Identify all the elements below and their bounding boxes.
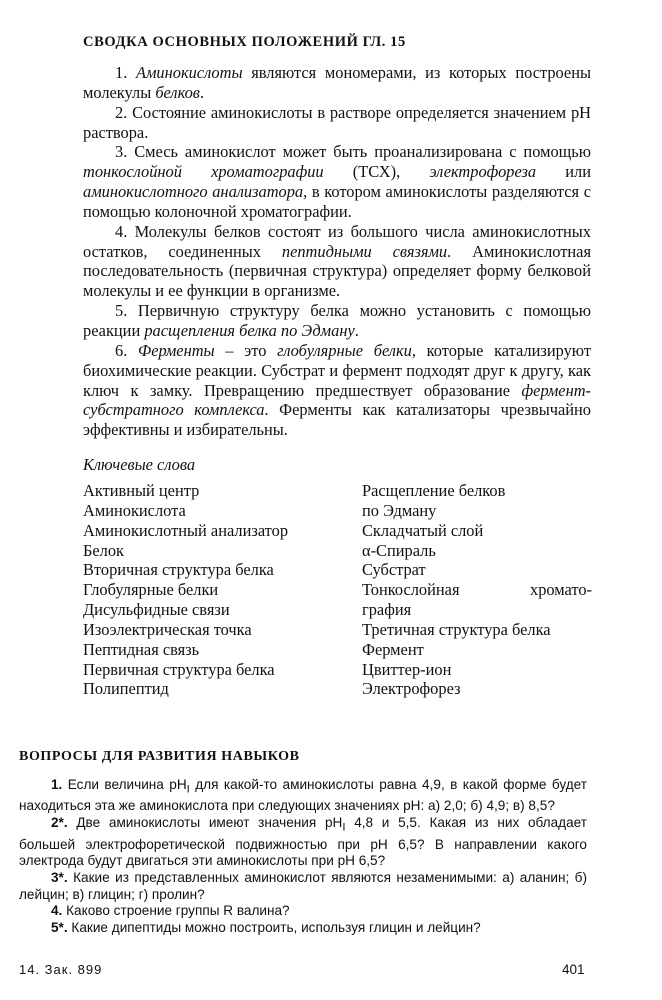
keyword-item: Полипептид	[83, 679, 169, 699]
term-electrophoresis: электрофореза	[429, 162, 537, 182]
summary-point-2: 2. Состояние аминокислоты в растворе определяется значением pH раствора.	[83, 102, 591, 142]
term-proteins: белков	[155, 82, 200, 102]
question-1: 1. Если величина $pH_I$ для какой-то аминокислоты равна 4,9, в какой форме будет находиться эта же аминокислота при следующих значениях pH: а) 2,0; б) 4,9; в) 8,5?	[19, 777, 587, 814]
keyword-item-split	[362, 580, 592, 600]
question-number: 2*.	[51, 815, 68, 831]
point-number: 5.	[115, 301, 128, 321]
printer-signature: 14. Зак. 899	[19, 962, 103, 977]
question-number: 4.	[51, 903, 63, 919]
keyword-item: Первичная структура белка	[83, 659, 275, 679]
point-number: 3.	[115, 142, 128, 162]
keyword-item: Фермент	[362, 639, 424, 659]
summary-point-5: 5. Первичную структуру белка можно установить с помощью реакции расщепления белка по Эдману.	[83, 301, 591, 340]
keyword-item: Субстрат	[362, 560, 426, 580]
keywords-heading: Ключевые слова	[83, 455, 196, 474]
question-number: 5*.	[51, 920, 68, 936]
keyword-item: Изоэлектрическая точка	[83, 619, 252, 639]
term-enzymes: Ферменты	[138, 340, 215, 360]
keyword-item: Цвиттер-ион	[362, 659, 452, 679]
keyword-item: по Эдману	[362, 500, 437, 520]
questions-section	[19, 777, 587, 937]
keyword-item: Дисульфидные связи	[83, 600, 230, 620]
question-3: 3*. Какие из представленных аминокислот являются незаменимыми: а) аланин; б) лейцин; в) глицин; г) пролин?	[19, 869, 587, 902]
keyword-item: α-Спираль	[362, 540, 436, 560]
keyword-item: Вторичная структура белка	[83, 560, 274, 580]
summary-point-1: 1. Аминокислоты являются мономерами, из которых построены молекулы белков.	[83, 63, 591, 102]
question-number: 3*.	[51, 869, 68, 885]
keywords-left-column	[83, 481, 333, 699]
keyword-item: Пептидная связь	[83, 639, 200, 659]
keyword-item: Белок	[83, 540, 125, 560]
questions-heading: ВОПРОСЫ ДЛЯ РАЗВИТИЯ НАВЫКОВ	[19, 749, 300, 764]
term-peptide-bonds: пептидными связями	[281, 241, 448, 261]
point-number: 4.	[115, 221, 128, 241]
summary-point-6: 6. Ферменты – это глобулярные белки, которые катализируют биохимические реакции. Субстрат и фермент подходят друг к другу, как ключ к замку. Превращению предшествует образование фермент-субстратного комплекса. Ферменты как катализаторы чрезвычайно эффективны и избирательны.	[83, 340, 592, 440]
keyword-item: Расщепление белков	[362, 481, 506, 500]
keyword-item: Глобулярные белки	[83, 580, 219, 600]
term-amino-acids: Аминокислоты	[135, 63, 243, 82]
summary-section	[83, 63, 591, 440]
keyword-item: Складчатый слой	[362, 520, 484, 540]
term-amino-acid-analyzer: аминокислотного анализатора	[83, 182, 304, 202]
summary-heading: СВОДКА ОСНОВНЫХ ПОЛОЖЕНИЙ ГЛ. 15	[83, 34, 406, 50]
question-5: 5*. Какие дипептиды можно построить, используя глицин и лейцин?	[51, 920, 481, 936]
keyword-item: Аминокислота	[83, 500, 186, 520]
summary-point-4: 4. Молекулы белков состоят из большого числа аминокислотных остатков, соединенных пептидными связями. Аминокислотная последовательность (первичная структура) определяет форму белковой молекулы и ее функции в организме.	[83, 221, 591, 301]
keyword-part: хромато-	[530, 580, 592, 600]
term-tlc: тонкослойной хроматографии	[83, 162, 324, 182]
term-edman-degradation: расщепления белка по Эдману	[144, 320, 355, 340]
point-number: 6.	[115, 340, 128, 360]
keyword-item: графия	[362, 600, 412, 620]
keyword-item: Электрофорез	[362, 679, 461, 699]
question-2: 2*. Две аминокислоты имеют значения $pH_I$ 4,8 и 5,5. Какая из них обладает большей электрофоретической подвижностью при pH 6,5? В направлении какого электрода будут двигаться эти аминокислоты при pH 6,5?	[19, 815, 587, 869]
keyword-item: Третичная структура белка	[362, 619, 551, 639]
keyword-part: Тонкослойная	[362, 580, 460, 600]
keyword-item: Активный центр	[83, 481, 200, 500]
term-globular-proteins: глобулярные белки	[277, 340, 412, 360]
summary-point-3: 3. Смесь аминокислот может быть проанализирована с помощью тонкослойной хроматографии (ТСХ), электрофореза или аминокислотного анализатора, в котором аминокислоты разделяются с помощью колоночной хроматографии.	[83, 142, 591, 221]
keywords-right-column	[362, 481, 592, 699]
point-number: 1.	[115, 63, 128, 82]
keyword-item: Аминокислотный анализатор	[83, 520, 289, 540]
page-number: 401	[562, 962, 585, 977]
question-4: 4. Каково строение группы R валина?	[51, 903, 290, 919]
question-number: 1.	[51, 777, 63, 792]
term-enzyme-substrate-complex: фермент-субстратного комплекса	[83, 380, 591, 420]
